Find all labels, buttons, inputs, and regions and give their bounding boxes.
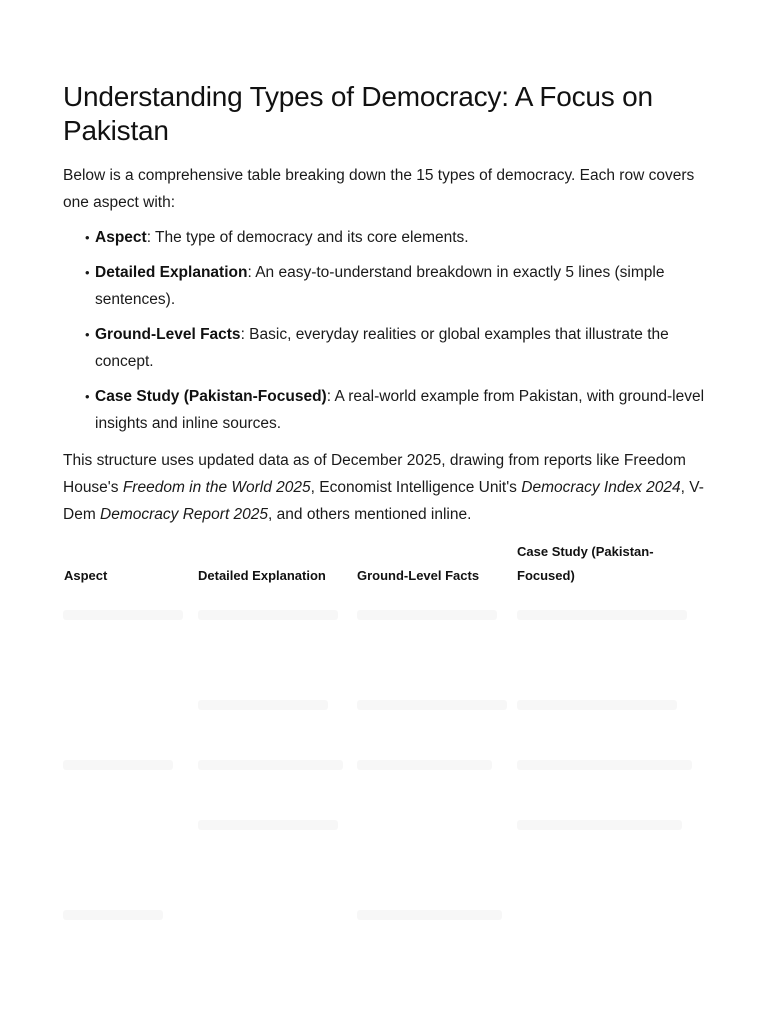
faded-text-line (357, 700, 507, 710)
list-item (85, 224, 707, 251)
list-item (85, 259, 707, 313)
list-item-term: Case Study (Pakistan-Focused) (95, 388, 327, 405)
list-item-text: : An easy-to-understand breakdown in exactly 5 lines (simple sentences). (95, 264, 665, 308)
source-title: Democracy Report 2025 (100, 506, 269, 523)
sources-text: This structure uses updated data as of December 2025, drawing from reports like Freedom House's (63, 452, 686, 496)
table-header-row (63, 540, 707, 590)
column-header-facts: Ground-Level Facts (357, 568, 480, 583)
faded-text-line (517, 820, 682, 830)
sources-paragraph (63, 447, 707, 528)
faded-text-line (63, 910, 163, 920)
faded-text-line (357, 610, 497, 620)
aspect-list (63, 224, 707, 437)
list-item-text: : Basic, everyday realities or global examples that illustrate the concept. (95, 326, 669, 370)
faded-table-content (63, 590, 707, 990)
sources-text: , Economist Intelligence Unit's (310, 479, 522, 496)
faded-text-line (357, 910, 502, 920)
bullet-icon: • (85, 265, 90, 280)
column-header-case-study: Case Study (Pakistan-Focused) (517, 544, 654, 583)
faded-text-line (517, 760, 692, 770)
faded-text-line (357, 760, 492, 770)
faded-text-line (198, 610, 338, 620)
faded-text-line (63, 610, 183, 620)
list-item-term: Aspect (95, 229, 147, 246)
list-item-term: Detailed Explanation (95, 264, 248, 281)
faded-text-line (198, 760, 343, 770)
sources-text: , V-Dem (63, 479, 704, 523)
list-item-text: : The type of democracy and its core elements. (146, 229, 469, 246)
faded-text-line (63, 760, 173, 770)
source-title: Freedom in the World 2025 (122, 479, 311, 496)
page-title: Understanding Types of Democracy: A Focus on Pakistan (63, 81, 653, 146)
sources-text: , and others mentioned inline. (268, 506, 472, 523)
democracy-table (63, 540, 707, 590)
bullet-icon: • (85, 230, 90, 245)
faded-text-line (517, 610, 687, 620)
intro-paragraph: Below is a comprehensive table breaking down the 15 types of democracy. Each row covers one aspect with: (63, 167, 695, 211)
document-page (63, 80, 707, 590)
bullet-icon: • (85, 389, 90, 404)
bullet-icon: • (85, 327, 90, 342)
source-title: Democracy Index 2024 (521, 479, 681, 496)
faded-text-line (517, 700, 677, 710)
column-header-explanation: Detailed Explanation (198, 568, 326, 583)
list-item (85, 321, 707, 375)
list-item (85, 383, 707, 437)
faded-text-line (198, 820, 338, 830)
faded-text-line (198, 700, 328, 710)
list-item-text: : A real-world example from Pakistan, with ground-level insights and inline sources. (95, 388, 705, 432)
list-item-term: Ground-Level Facts (95, 326, 241, 343)
column-header-aspect: Aspect (64, 568, 108, 583)
